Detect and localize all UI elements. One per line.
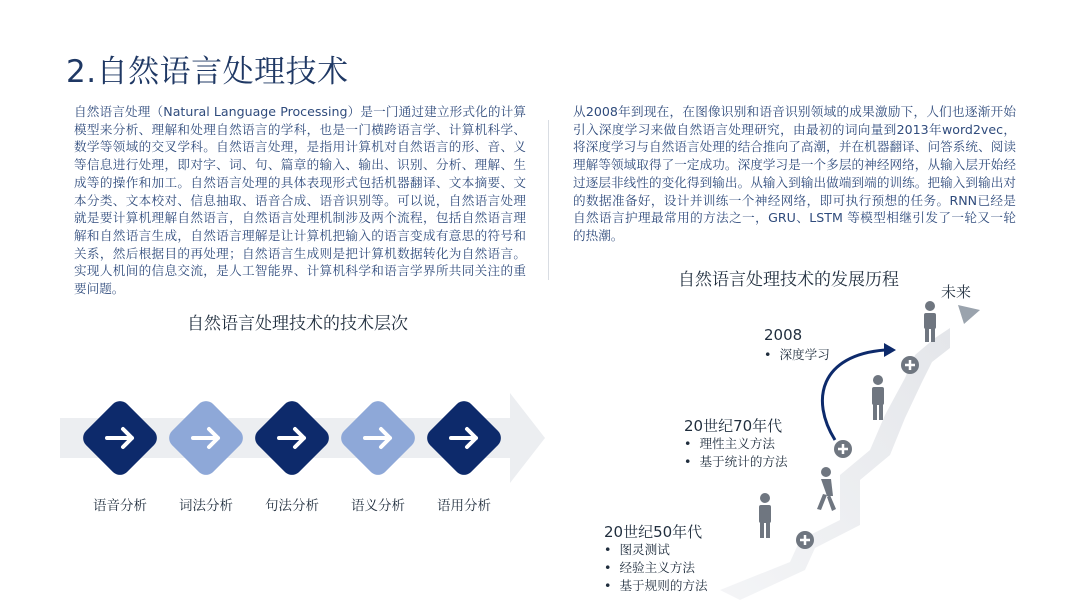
plus-circle-icon bbox=[901, 356, 919, 374]
step-label: 语音分析 bbox=[93, 498, 147, 514]
era-2008-items bbox=[764, 346, 830, 364]
page-title: 2.自然语言处理技术 bbox=[66, 54, 349, 90]
step-label: 句法分析 bbox=[265, 498, 319, 514]
era-label-1970s: 20世纪70年代 bbox=[684, 417, 783, 435]
person-standing-icon bbox=[924, 301, 936, 342]
layers-title: 自然语言处理技术的技术层次 bbox=[187, 314, 408, 334]
arrow-right-icon bbox=[166, 398, 246, 478]
step-syntactic bbox=[252, 398, 332, 478]
person-walking-icon bbox=[817, 467, 836, 511]
list-item: • 理性主义方法 bbox=[684, 435, 788, 453]
step-lexical bbox=[166, 398, 246, 478]
list-item: • 图灵测试 bbox=[604, 541, 708, 559]
intro-left-paragraph: 自然语言处理（Natural Language Processing）是一门通过建立形式化的计算模型来分析、理解和处理自然语言的学科，也是一门横跨语言学、计算机科学、数学等领域的交叉学科。自然语言处理，是指用计算机对自然语言的形、音、义等信息进行处理，即对字、词、句、篇章的输入、输出、识别、分析、理解、生成等的操作和加工。自然语言处理的具体表现形式包括机器翻译、文本摘要、文本分类、文本校对、信息抽取、语音合成、语音识别等。可以说，自然语言处理就是要计算机理解自然语言，自然语言处理机制涉及两个流程，包括自然语言理解和自然语言生成，自然语言理解是让计算机把输入的语言变成有意思的符号和关系，然后根据目的再处理；自然语言生成则是把计算机数据转化为自然语言。实现人机间的信息交流，是人工智能界、计算机科学和语言学界所共同关注的重要问题。 bbox=[74, 104, 526, 297]
arrow-right-icon bbox=[252, 398, 332, 478]
arrow-right-icon bbox=[424, 398, 504, 478]
plus-circle-icon bbox=[834, 440, 852, 458]
step-phonetic bbox=[80, 398, 160, 478]
plus-circle-icon bbox=[796, 531, 814, 549]
list-item: • 基于统计的方法 bbox=[684, 453, 788, 471]
person-standing-icon bbox=[759, 493, 771, 538]
list-item: • 经验主义方法 bbox=[604, 559, 708, 577]
list-item: • 基于规则的方法 bbox=[604, 577, 708, 595]
list-item: • 深度学习 bbox=[764, 346, 830, 364]
arrow-right-icon bbox=[80, 398, 160, 478]
person-standing-icon bbox=[872, 375, 884, 420]
arrow-right-icon bbox=[338, 398, 418, 478]
step-label: 语用分析 bbox=[437, 498, 491, 514]
era-1970s-items bbox=[684, 435, 788, 471]
step-label: 语义分析 bbox=[351, 498, 405, 514]
era-1950s-items bbox=[604, 541, 708, 595]
step-semantic bbox=[338, 398, 418, 478]
era-label-1950s: 20世纪50年代 bbox=[604, 523, 703, 541]
step-pragmatic bbox=[424, 398, 504, 478]
column-divider bbox=[548, 120, 549, 280]
intro-right-paragraph: 从2008年到现在，在图像识别和语音识别领域的成果激励下，人们也逐渐开始引入深度学习来做自然语言处理研究，由最初的词向量到2013年word2vec，将深度学习与自然语言处理的结合推向了高潮，并在机器翻译、问答系统、阅读理解等领域取得了一定成功。深度学习是一个多层的神经网络，从输入层开始经过逐层非线性的变化得到输出。从输入到输出做端到端的训练。把输入到输出对的数据准备好，设计并训练一个神经网络，即可执行预想的任务。RNN已经是自然语言护理最常用的方法之一，GRU、LSTM 等模型相继引发了一轮又一轮的热潮。 bbox=[573, 104, 1016, 243]
history-title: 自然语言处理技术的发展历程 bbox=[678, 270, 899, 290]
step-label: 词法分析 bbox=[179, 498, 233, 514]
era-label-2008: 2008 bbox=[764, 326, 803, 344]
future-label: 未来 bbox=[941, 283, 972, 301]
